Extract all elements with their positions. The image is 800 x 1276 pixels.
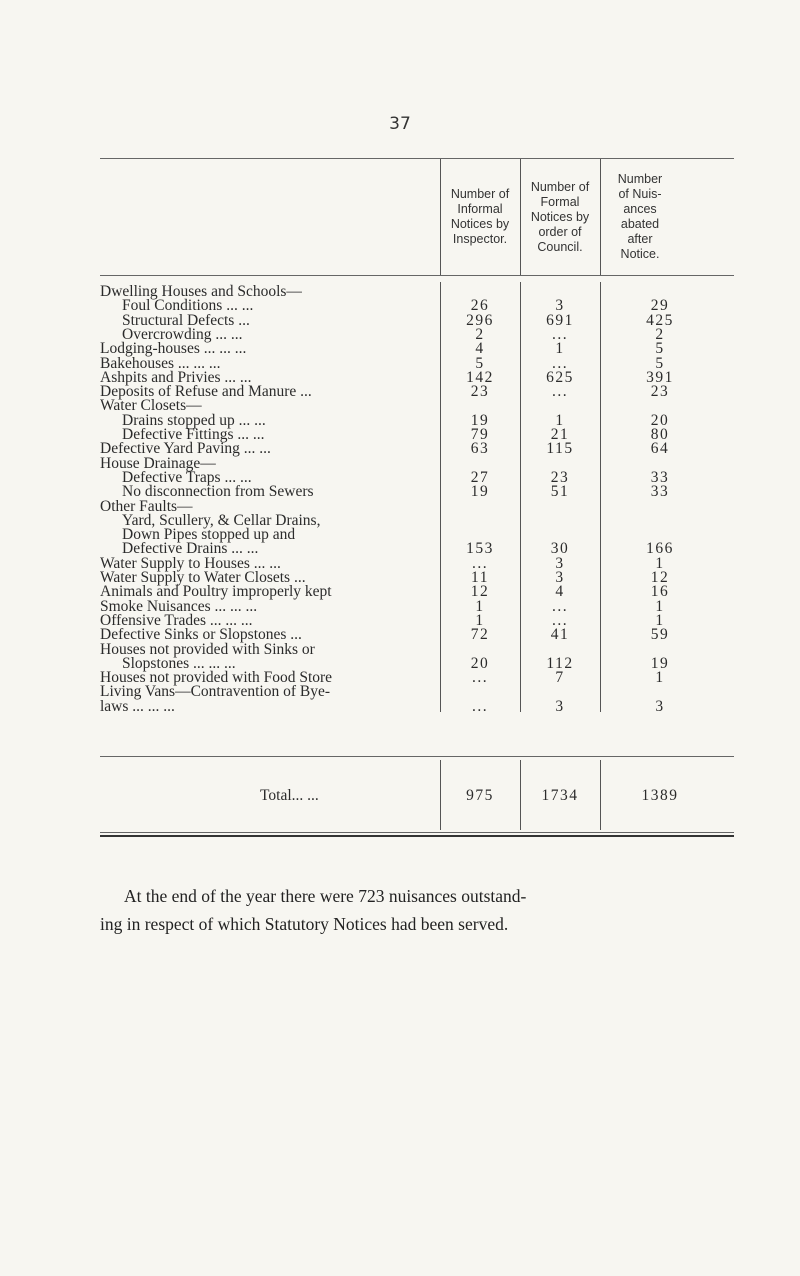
header-line: of Nuis-: [618, 187, 662, 201]
nuisances-table: [100, 158, 734, 804]
abated-count: 1: [655, 611, 665, 629]
abated-count: 12: [650, 569, 670, 586]
row-label: Defective Drains ... ...: [122, 540, 259, 558]
row-label: Ashpits and Privies ... ...: [100, 368, 252, 386]
formal-count: 51: [550, 483, 570, 501]
abated-count: 3: [655, 697, 665, 715]
total-top-rule: [100, 756, 734, 757]
abated-count: 33: [650, 468, 670, 486]
row-label: Foul Conditions ... ...: [122, 297, 254, 315]
row-label: Houses not provided with Food Store: [100, 669, 333, 687]
informal-count: 12: [470, 583, 490, 601]
header-line: Informal: [457, 202, 503, 216]
formal-count: 1: [555, 340, 565, 358]
row-label: Offensive Trades ... ... ...: [100, 611, 253, 629]
informal-count: 296: [466, 311, 494, 329]
total-informal: 975: [466, 787, 494, 804]
abated-count: 425: [646, 311, 674, 329]
formal-count: 1: [555, 411, 565, 429]
header-line: Number of: [450, 187, 510, 201]
row-label: Animals and Poultry improperly kept: [100, 583, 332, 601]
row-label: House Drainage—: [100, 454, 216, 472]
row-label: Defective Traps ... ...: [122, 468, 252, 486]
informal-count: 20: [470, 654, 490, 672]
row-label: Defective Fittings ... ...: [122, 426, 265, 443]
formal-count: 3: [555, 554, 565, 572]
informal-count: ...: [471, 669, 489, 687]
total-abated: 1389: [641, 787, 679, 804]
informal-count: 26: [470, 297, 490, 315]
total-label: Total... ...: [260, 787, 319, 804]
formal-count: 112: [546, 654, 574, 672]
table-body: [100, 276, 734, 718]
header-line: after: [627, 232, 653, 246]
informal-count: 19: [470, 483, 490, 501]
header-line: Council.: [537, 239, 583, 254]
table-bottom-rules: [100, 832, 734, 837]
row-label: Yard, Scullery, & Cellar Drains,: [122, 511, 321, 529]
header-line: Notice.: [620, 247, 660, 261]
formal-count: 41: [550, 626, 570, 644]
table-row: [100, 697, 734, 717]
informal-count: 27: [470, 468, 490, 486]
footnote-line-2: ing in respect of which Statutory Notices had been served.: [100, 914, 509, 934]
total-row: [100, 786, 734, 806]
formal-count: 23: [550, 468, 570, 486]
formal-count: 3: [555, 697, 565, 715]
formal-count: 30: [550, 540, 570, 558]
footnote: [100, 882, 740, 938]
abated-count: 1: [655, 597, 665, 615]
informal-count: 63: [470, 440, 490, 458]
row-label: Down Pipes stopped up and: [122, 526, 296, 544]
footnote-line-1: At the end of the year there were 723 nuisances outstand-: [124, 886, 527, 906]
informal-count: 79: [470, 426, 490, 443]
header-line: abated: [620, 217, 660, 231]
formal-count: 691: [546, 311, 574, 329]
row-label: Drains stopped up ... ...: [122, 411, 266, 429]
abated-count: 33: [650, 483, 670, 501]
abated-count: 5: [655, 340, 665, 358]
formal-count: ...: [551, 611, 569, 629]
formal-count: 7: [555, 669, 565, 687]
row-label: Water Supply to Water Closets ...: [100, 569, 306, 586]
abated-count: 1: [655, 554, 665, 572]
abated-count: 19: [650, 654, 670, 672]
informal-count: 142: [466, 368, 494, 386]
abated-count: 23: [650, 383, 670, 401]
abated-count: 5: [655, 354, 665, 372]
header-line: Number: [617, 172, 663, 186]
informal-count: 19: [470, 411, 490, 429]
informal-count: 23: [470, 383, 490, 401]
row-label: Bakehouses ... ... ...: [100, 354, 221, 372]
row-label: Deposits of Refuse and Manure ...: [100, 383, 312, 401]
table-header: [100, 159, 734, 275]
row-label: Structural Defects ...: [122, 311, 250, 329]
row-label: Dwelling Houses and Schools—: [100, 283, 302, 300]
header-line: Formal: [540, 194, 580, 209]
informal-count: 2: [475, 325, 485, 343]
abated-count: 16: [650, 583, 670, 601]
formal-count: ...: [551, 325, 569, 343]
formal-count: 3: [555, 569, 565, 586]
row-label: Slopstones ... ... ...: [122, 654, 236, 672]
total-formal: 1734: [541, 787, 579, 804]
formal-count: 21: [550, 426, 570, 443]
formal-count: 115: [546, 440, 574, 458]
row-label: Water Supply to Houses ... ...: [100, 554, 281, 572]
header-line: order of: [538, 224, 582, 239]
informal-count: 5: [475, 354, 485, 372]
header-line: Notices by: [450, 217, 510, 231]
formal-count: ...: [551, 597, 569, 615]
informal-count: 153: [466, 540, 494, 558]
formal-count: ...: [551, 383, 569, 401]
row-label: Defective Yard Paving ... ...: [100, 440, 271, 458]
row-label: Houses not provided with Sinks or: [100, 640, 315, 658]
header-line: Number of: [530, 179, 590, 194]
abated-count: 59: [650, 626, 670, 644]
row-label: Water Closets—: [100, 397, 202, 415]
row-label: Lodging-houses ... ... ...: [100, 340, 247, 358]
abated-count: 1: [655, 669, 665, 687]
formal-count: 3: [555, 297, 565, 315]
row-label: Other Faults—: [100, 497, 193, 515]
informal-count: 4: [475, 340, 485, 358]
abated-count: 166: [646, 540, 674, 558]
row-label: Defective Sinks or Slopstones ...: [100, 626, 302, 644]
informal-count: ...: [471, 554, 489, 572]
total-section: [100, 760, 734, 832]
row-label: Overcrowding ... ...: [122, 325, 243, 343]
informal-count: 1: [475, 611, 485, 629]
header-line: Notices by: [530, 209, 590, 224]
abated-count: 391: [646, 368, 674, 386]
page-number: 37: [389, 114, 411, 134]
informal-count: 11: [471, 569, 489, 586]
formal-count: 4: [555, 583, 565, 601]
abated-count: 29: [650, 297, 670, 315]
informal-count: 1: [475, 597, 485, 615]
row-label: Living Vans—Contravention of Bye-: [100, 683, 331, 701]
header-nuisances-abated: [600, 159, 680, 275]
row-label: No disconnection from Sewers: [122, 483, 314, 501]
header-formal-notices: [520, 159, 600, 275]
header-line: ances: [623, 202, 657, 216]
formal-count: 625: [546, 368, 574, 386]
formal-count: ...: [551, 354, 569, 372]
abated-count: 64: [650, 440, 670, 458]
abated-count: 80: [650, 426, 670, 443]
row-label: Smoke Nuisances ... ... ...: [100, 597, 258, 615]
abated-count: 20: [650, 411, 670, 429]
informal-count: ...: [471, 697, 489, 715]
informal-count: 72: [470, 626, 490, 644]
header-informal-notices: [440, 159, 520, 275]
row-label: laws ... ... ...: [100, 697, 175, 715]
header-line: Inspector.: [452, 232, 508, 246]
abated-count: 2: [655, 325, 665, 343]
